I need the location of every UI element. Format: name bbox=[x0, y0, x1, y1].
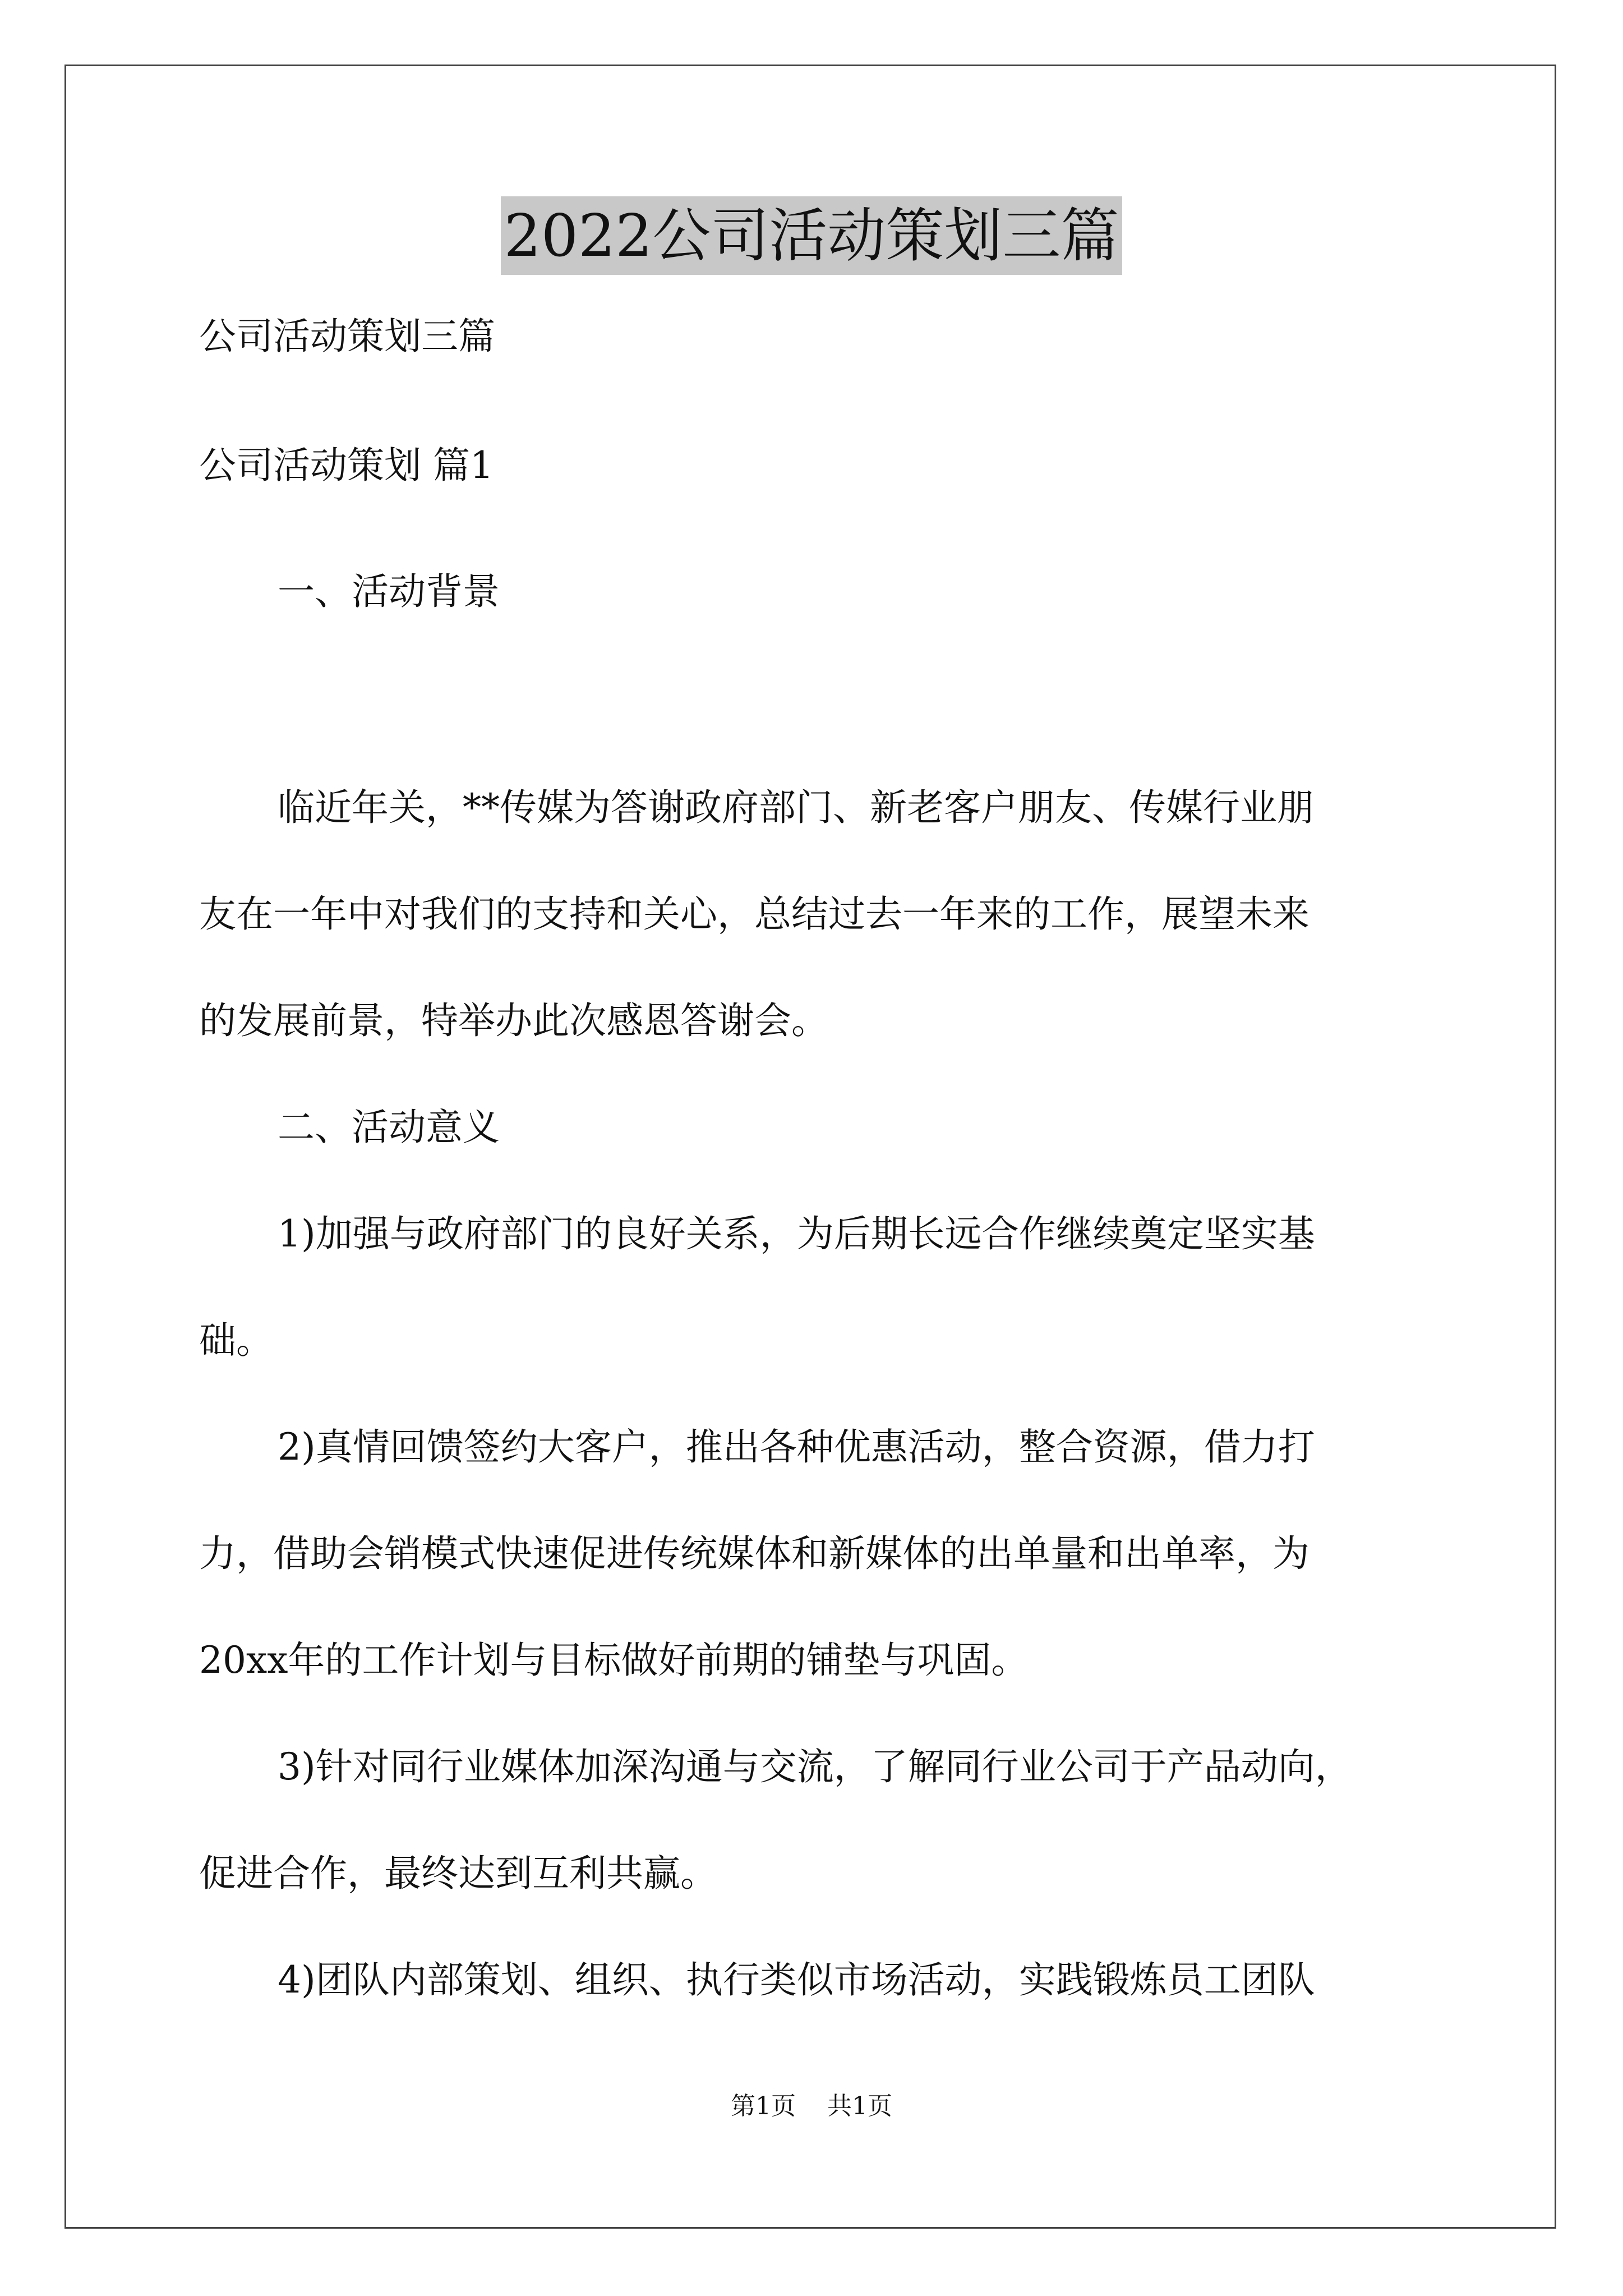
paragraph-line: 2)真情回馈签约大客户，推出各种优惠活动，整合资源，借力打 bbox=[278, 1425, 1315, 1469]
section-heading-significance: 二、活动意义 bbox=[278, 1106, 500, 1149]
paragraph-line: 的发展前景，特举办此次感恩答谢会。 bbox=[199, 999, 828, 1042]
paragraph-line: 促进合作，最终达到互利共赢。 bbox=[199, 1852, 717, 1895]
paragraph-line: 1)加强与政府部门的良好关系，为后期长远合作继续奠定坚实基 bbox=[278, 1212, 1315, 1255]
page-number: 第1页 bbox=[731, 2092, 796, 2120]
paragraph-line: 力，借助会销模式快速促进传统媒体和新媒体的出单量和出单率，为 bbox=[199, 1532, 1310, 1575]
article-heading: 公司活动策划 篇1 bbox=[199, 444, 494, 487]
document-title: 2022公司活动策划三篇 bbox=[501, 196, 1123, 275]
section-heading-background: 一、活动背景 bbox=[278, 570, 500, 613]
paragraph-line: 友在一年中对我们的支持和关心，总结过去一年来的工作，展望未来 bbox=[199, 892, 1310, 936]
document-subtitle: 公司活动策划三篇 bbox=[199, 315, 495, 358]
title-container bbox=[0, 196, 1623, 275]
paragraph-line: 3)针对同行业媒体加深沟通与交流，了解同行业公司于产品动向， bbox=[278, 1745, 1352, 1788]
page-total: 共1页 bbox=[827, 2092, 892, 2120]
paragraph-line: 20xx年的工作计划与目标做好前期的铺垫与巩固。 bbox=[199, 1639, 1029, 1682]
paragraph-line: 础。 bbox=[199, 1319, 273, 1362]
paragraph-line: 4)团队内部策划、组织、执行类似市场活动，实践锻炼员工团队 bbox=[278, 1958, 1315, 2001]
paragraph-line: 临近年关，**传媒为答谢政府部门、新老客户朋友、传媒行业朋 bbox=[278, 786, 1314, 829]
page-footer bbox=[0, 2090, 1623, 2123]
